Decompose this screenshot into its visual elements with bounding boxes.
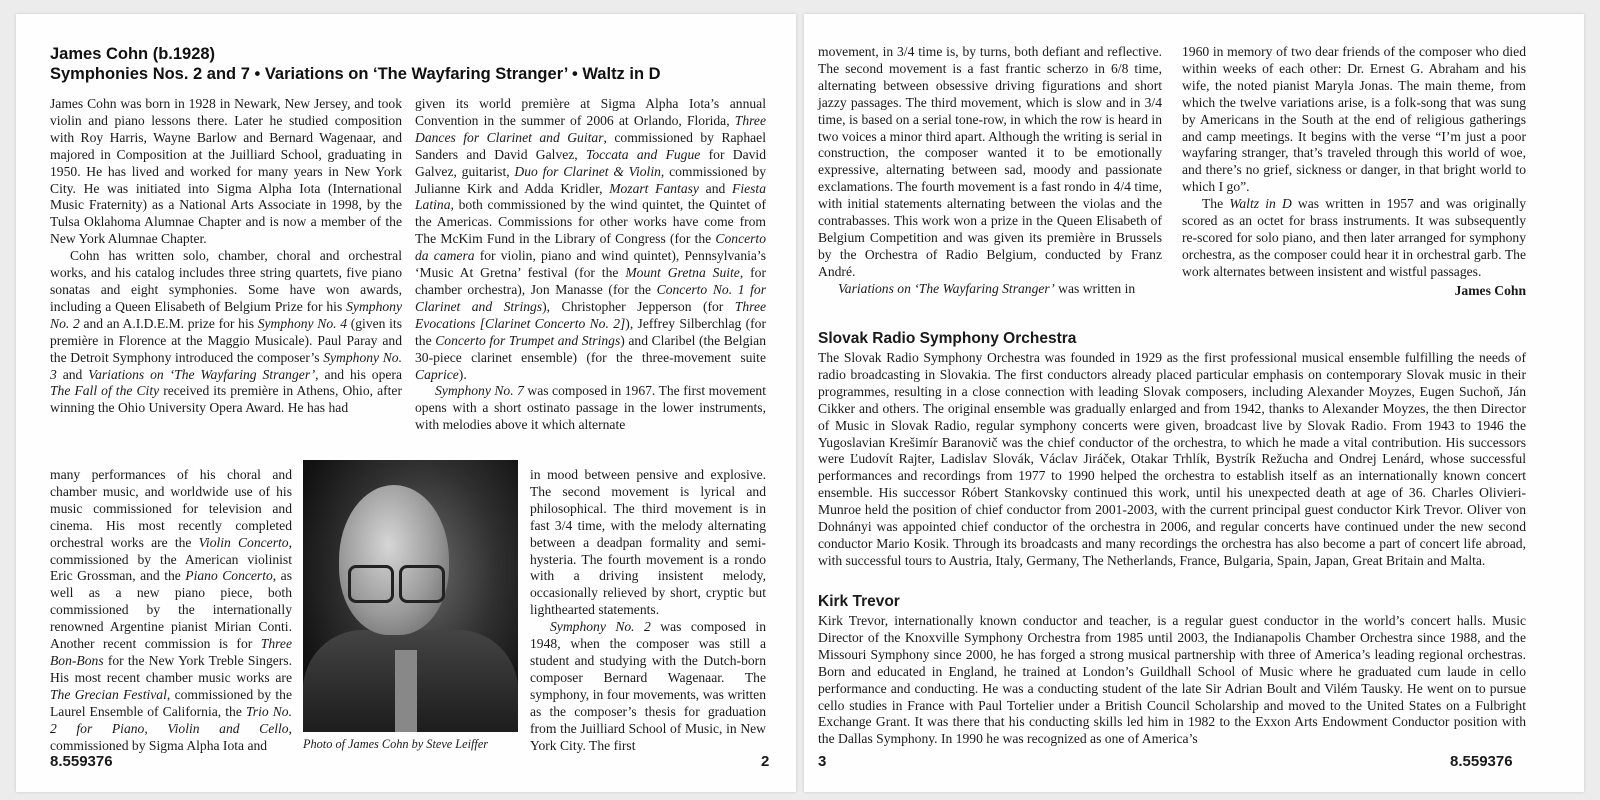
title-composer: James Cohn (b.1928) bbox=[50, 45, 216, 63]
heading-kirk-trevor: Kirk Trevor bbox=[818, 593, 900, 610]
footer-page-number-right: 3 bbox=[818, 753, 827, 770]
title-works: Symphonies Nos. 2 and 7 • Variations on ‘The Wayfaring Stranger’ • Waltz in D bbox=[50, 65, 661, 83]
left-col1-bottom: many performances of his choral and chamber music, and worldwide use of his music commissioned for television and cinema. His most recently completed orchestral works are the Violin Concerto, commissioned by the American violinist Eric Grossman, and the Piano Concerto, as well as a new piano piece, both commissioned by the internationally renowned Argentine pianist Mirian Conti. Another recent commission is for Three Bon-Bons for the New York Treble Singers. His most recent chamber music works are The Grecian Festival, commissioned by the Laurel Ensemble of California, the Trio No. 2 for Piano, Violin and Cello, commissioned by Sigma Alpha Iota and bbox=[50, 467, 292, 753]
signature: James Cohn bbox=[1454, 282, 1526, 298]
trevor-paragraph: Kirk Trevor, internationally known conductor and teacher, is a regular guest conductor in the world’s concert halls. Music Director of the Knoxville Symphony Orchestra from 1985 until 2003, the Indianapolis Chamber Orchestra since 1988, and the Missouri Symphony since 2000, he has forged a strong musical partnership with three of America’s leading regional orchestras. Born and educated in England, he trained at London’s Guildhall School of Music where he graduated cum laude in cello performance and conducting. He was a conducting student of the late Sir Adrian Boult and Vilém Tausky. He went on to pursue cello studies in France with Paul Tortelier under a British Council Scholarship and moved to the United States on a Fulbright Exchange Grant. It was there that his conducting skills led him in 1982 to the Exxon Arts Endowment Conductor position with the Dallas Symphony. In 1990 he was recognized as one of America’s bbox=[818, 613, 1526, 747]
orchestra-paragraph: The Slovak Radio Symphony Orchestra was founded in 1929 as the first professional musical ensemble fulfilling the needs of radio broadcasting in Slovakia. The first conductors already placed particular emphasis on contemporary Slovak music in their programmes, resulting in a close connection with leading Slovak composers, including Alexander Moyzes, Eugen Suchoň, Ján Cikker and others. The original ensemble was gradually enlarged and from 1942, thanks to Alexander Moyzes, the then Director of Music in Slovak Radio, regular symphony concerts were given, broadcast live by Slovak Radio. From 1943 to 1946 the Yugoslavian Krešimír Baranovič was the chief conductor of the orchestra, to which he made a vital contribution. His successors were Ľudovít Rajter, Ladislav Slovák, Václav Jiráček, Otakar Trhlík, Bystrík Režucha and Ondrej Lenárd, whose successful performances and recordings from 1977 to 1990 helped the orchestra to establish itself as an internationally known concert ensemble. His successor Róbert Stankovsky continued this work, until his unexpected death at age of 36. Charles Olivieri-Munroe held the position of chief conductor from 2001-2003, with the current principal guest conductor Kirk Trevor. Oliver von Dohnányi was appointed chief conductor of the orchestra in 2006, and regular concerts have continued under the new second conductor Mario Kosik. Through its broadcasts and many recordings the orchestra has also become a part of concert life abroad, with successful tours to Austria, Italy, Germany, The Netherlands, France, Bulgaria, Spain, Japan, Great Britain and Malta. bbox=[818, 350, 1526, 568]
photo-caption: Photo of James Cohn by Steve Leiffer bbox=[303, 737, 489, 751]
footer-page-number-left: 2 bbox=[761, 753, 770, 770]
right-col1: movement, in 3/4 time is, by turns, both defiant and reflective. The second movement is a fast frantic scherzo in 6/8 time, alternating between obsessive driving figurations and short jazzy passages. The third movement, which is slow and in 3/4 time, is based on a serial tone-row, in which the row is heard in two voices a minor third apart. Although the writing is serial in construction, the composer wanted it to be emotionally expressive, alternating between sad, moody and passionate exclamations. The fourth movement is a fast rondo in 4/4 time, with initial statements alternating between the violas and the contrabasses. This work won a prize in the Queen Elisabeth of Belgium Competition and was given its première in Brussels by the Orchestra of Radio Belgium, conducted by Franz André. Variations on ‘The Wayfaring Stranger’ was written in bbox=[818, 44, 1162, 296]
footer-catalog-right: 8.559376 bbox=[1450, 753, 1513, 770]
left-col1-top: James Cohn was born in 1928 in Newark, New Jersey, and took violin and piano lessons there. Later he studied composition with Roy Harris, Wayne Barlow and Bernard Wagenaar, and majored in Composition at the Juilliard School, graduating in 1950. He has lived and worked for many years in New York City. He was initiated into Sigma Alpha Iota (International Music Fraternity) as a National Arts Associate in 1998, by the Tulsa Oklahoma Alumnae Chapter and is now a member of the New York Alumnae Chapter. Cohn has written solo, chamber, choral and orchestral works, and his catalog includes three string quartets, five piano sonatas and eight symphonies. Some have won awards, including a Queen Elisabeth of Belgium Prize for his Symphony No. 2 and an A.I.D.E.M. prize for his Symphony No. 4 (given its première in Florence at the Maggio Musicale). Paul Paray and the Detroit Symphony introduced the composer’s Symphony No. 3 and Variations on ‘The Wayfaring Stranger’, and his opera The Fall of the City received its première in Athens, Ohio, after winning the Ohio University Opera Award. He has had bbox=[50, 96, 403, 416]
left-page bbox=[16, 14, 796, 792]
right-col2-text: 1960 in memory of two dear friends of the composer who died within weeks of each other: Dr. Ernest G. Abraham and his wife, the noted pianist Maryla Jonas. The main theme, from which the twelve variations arise, is a folk-song that was sung by Americans in the South at the end of religious gatherings and camp meetings. It begins with the verse “I’m just a poor wayfaring stranger, that’s traveled through this world of woe, and there’s no grief, sickness or danger, in that bright world to which I go”. The Waltz in D was written in 1957 and was originally scored as an octet for brass instruments. It was subsequently re-scored for solo piano, and then later arranged for symphony orchestra, as the composer could hear it in orchestral garb. The work alternates between insistent and wistful passages. bbox=[1182, 44, 1526, 279]
composer-photo bbox=[303, 460, 518, 732]
page-title bbox=[50, 44, 770, 84]
left-col2-top: given its world première at Sigma Alpha Iota’s annual Convention in the summer of 2006 at Orlando, Florida, Three Dances for Clarinet and Guitar, commissioned by Raphael Sanders and David Galvez, Toccata and Fugue for David Galvez, guitarist, Duo for Clarinet & Violin, commissioned by Julianne Kirk and Adda Kridler, Mozart Fantasy and Fiesta Latina, both commissioned by the wind quintet, the Quintet of the Americas. Commissions for other works have come from The McKim Fund in the Library of Congress (for the Concerto da camera for violin, piano and wind quintet), Pennsylvania’s ‘Music At Gretna’ festival (for the Mount Gretna Suite, for chamber orchestra), Jon Manasse (for the Concerto No. 1 for Clarinet and Strings), Christopher Jepperson (for Three Evocations [Clarinet Concerto No. 2]), Jeffrey Silberchlag (for the Concerto for Trumpet and Strings) and Claribel (the Belgian 30-piece clarinet ensemble) (for the three-movement suite Caprice). Symphony No. 7 was composed in 1967. The first movement opens with a short ostinato passage in the lower instruments, with melodies above it which alternate bbox=[415, 96, 767, 433]
right-page bbox=[804, 14, 1584, 792]
footer-catalog-left: 8.559376 bbox=[50, 753, 113, 770]
right-col2 bbox=[1182, 44, 1526, 300]
heading-orchestra: Slovak Radio Symphony Orchestra bbox=[818, 330, 1077, 347]
left-col2-bottom: in mood between pensive and explosive. The second movement is lyrical and philosophical. The third movement is in fast 3/4 time, with the melody alternating between a deadpan formality and semi-hysteria. The fourth movement is a rondo with a driving insistent melody, occasionally relieved by short, cryptic but lighthearted statements. Symphony No. 2 was composed in 1948, when the composer was still a student and studying with the Dutch-born composer Bernard Wagenaar. The symphony, in four movements, was written as the composer’s thesis for graduation from the Juilliard School of Music, in New York City. The first bbox=[530, 467, 766, 753]
